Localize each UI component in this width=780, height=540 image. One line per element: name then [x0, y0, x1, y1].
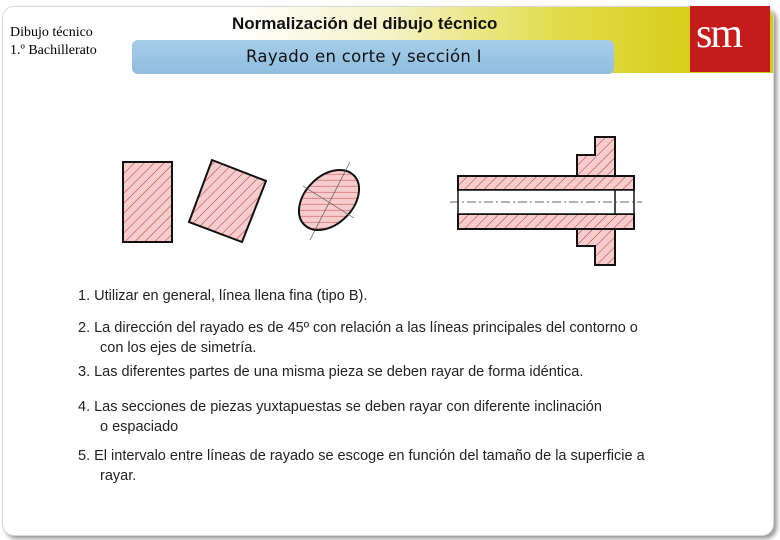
rule-2-continuation: con los ejes de simetría. [100, 340, 257, 356]
rule-item-3 [78, 362, 583, 382]
course-subject: Dibujo técnico [10, 25, 93, 40]
rule-5-continuation: rayar. [100, 468, 137, 484]
rule-2-text: 2. La dirección del rayado es de 45º con relación a las líneas principales del contorno o [78, 320, 638, 336]
shaft-section-drawing [450, 137, 642, 265]
rule-item-5 [78, 446, 645, 486]
rule-item-4 [78, 397, 602, 437]
rule-1-text: 1. Utilizar en general, línea llena fina (tipo B). [78, 288, 368, 304]
rule-3-text: 3. Las diferentes partes de una misma pieza se deben rayar de forma idéntica. [78, 364, 584, 380]
page-subtitle: Rayado en corte y sección I [246, 47, 482, 66]
rule-4-continuation: o espaciado [100, 419, 179, 435]
logo-text: sm [696, 11, 742, 57]
rule-item-2 [78, 318, 638, 358]
course-level: 1.º Bachillerato [10, 43, 97, 58]
rule-5-text: 5. El intervalo entre líneas de rayado se escoge en función del tamaño de la superficie a [78, 448, 645, 464]
rule-4-text: 4. Las secciones de piezas yuxtapuestas se deben rayar con diferente inclinación [78, 399, 602, 415]
hatched-ellipse [287, 158, 370, 241]
hatched-rotated-square [189, 160, 266, 242]
rule-item-1 [78, 286, 367, 306]
hatched-rectangle [123, 162, 172, 242]
page-title: Normalización del dibujo técnico [232, 14, 498, 33]
